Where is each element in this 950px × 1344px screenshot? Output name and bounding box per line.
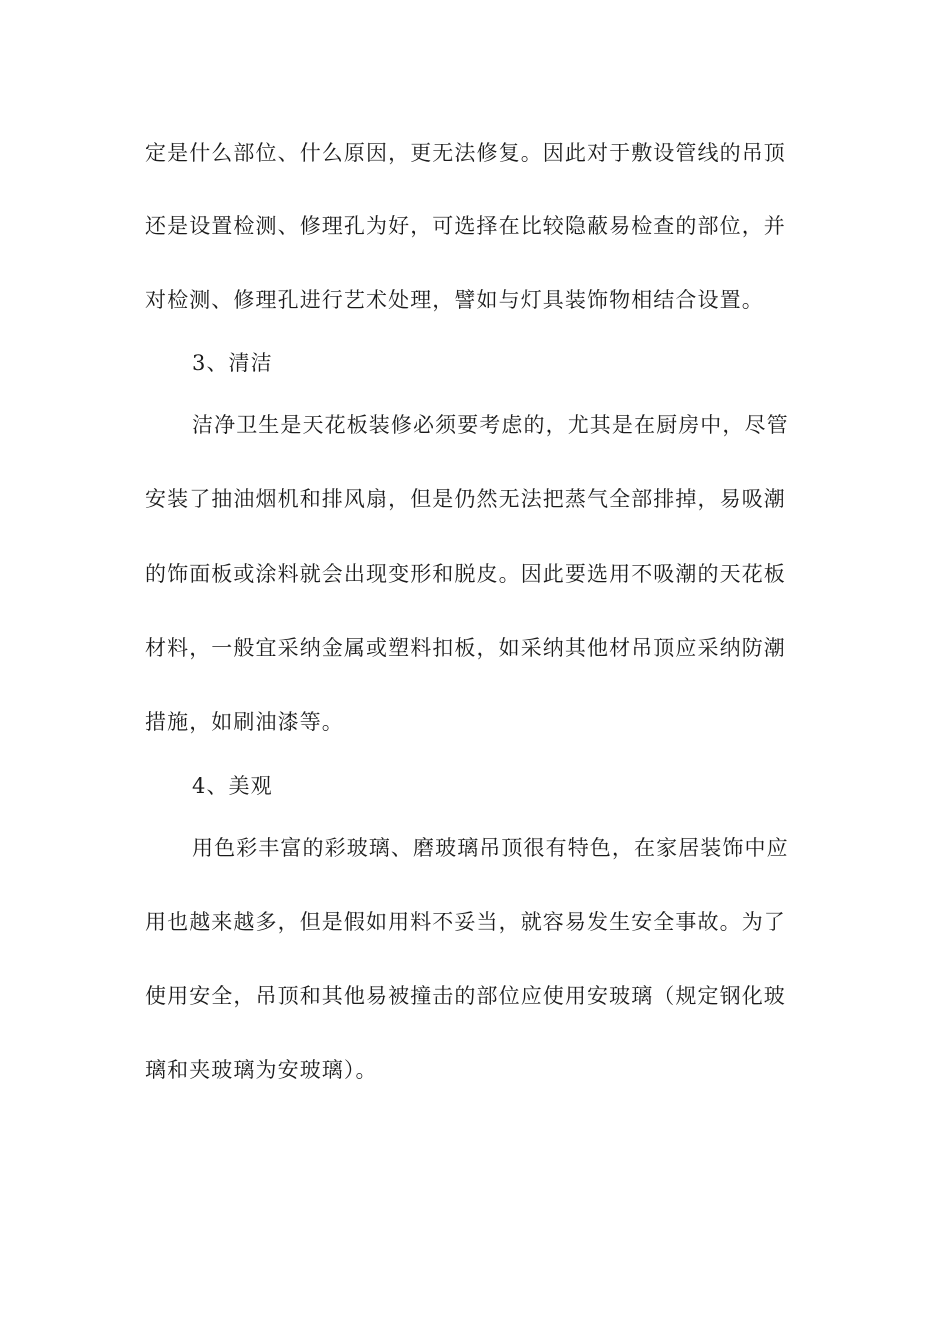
paragraph-line: 材料，一般宜采纳金属或塑料扣板，如采纳其他材吊顶应采纳防潮 xyxy=(145,636,786,660)
paragraph-line: 使用安全，吊顶和其他易被撞击的部位应使用安玻璃（规定钢化玻 xyxy=(145,984,786,1008)
paragraph-line: 对检测、修理孔进行艺术处理，譬如与灯具装饰物相结合设置。 xyxy=(145,288,764,312)
paragraph-line: 定是什么部位、什么原因，更无法修复。因此对于敷设管线的吊顶 xyxy=(145,141,786,165)
paragraph-line: 用也越来越多，但是假如用料不妥当，就容易发生安全事故。为了 xyxy=(145,910,786,934)
paragraph-line: 洁净卫生是天花板装修必须要考虑的，尤其是在厨房中，尽管 xyxy=(192,413,789,437)
paragraph-line: 还是设置检测、修理孔为好，可选择在比较隐蔽易检查的部位，并 xyxy=(145,214,786,238)
section-heading-cleaning: 3、清洁 xyxy=(192,351,273,375)
paragraph-line: 措施，如刷油漆等。 xyxy=(145,710,344,734)
paragraph-line: 的饰面板或涂料就会出现变形和脱皮。因此要选用不吸潮的天花板 xyxy=(145,562,786,586)
paragraph-line: 安装了抽油烟机和排风扇，但是仍然无法把蒸气全部排掉，易吸潮 xyxy=(145,487,786,511)
section-heading-appearance: 4、美观 xyxy=(192,774,273,798)
paragraph-line: 用色彩丰富的彩玻璃、磨玻璃吊顶很有特色，在家居装饰中应 xyxy=(192,836,789,860)
paragraph-line: 璃和夹玻璃为安玻璃）。 xyxy=(145,1058,378,1082)
